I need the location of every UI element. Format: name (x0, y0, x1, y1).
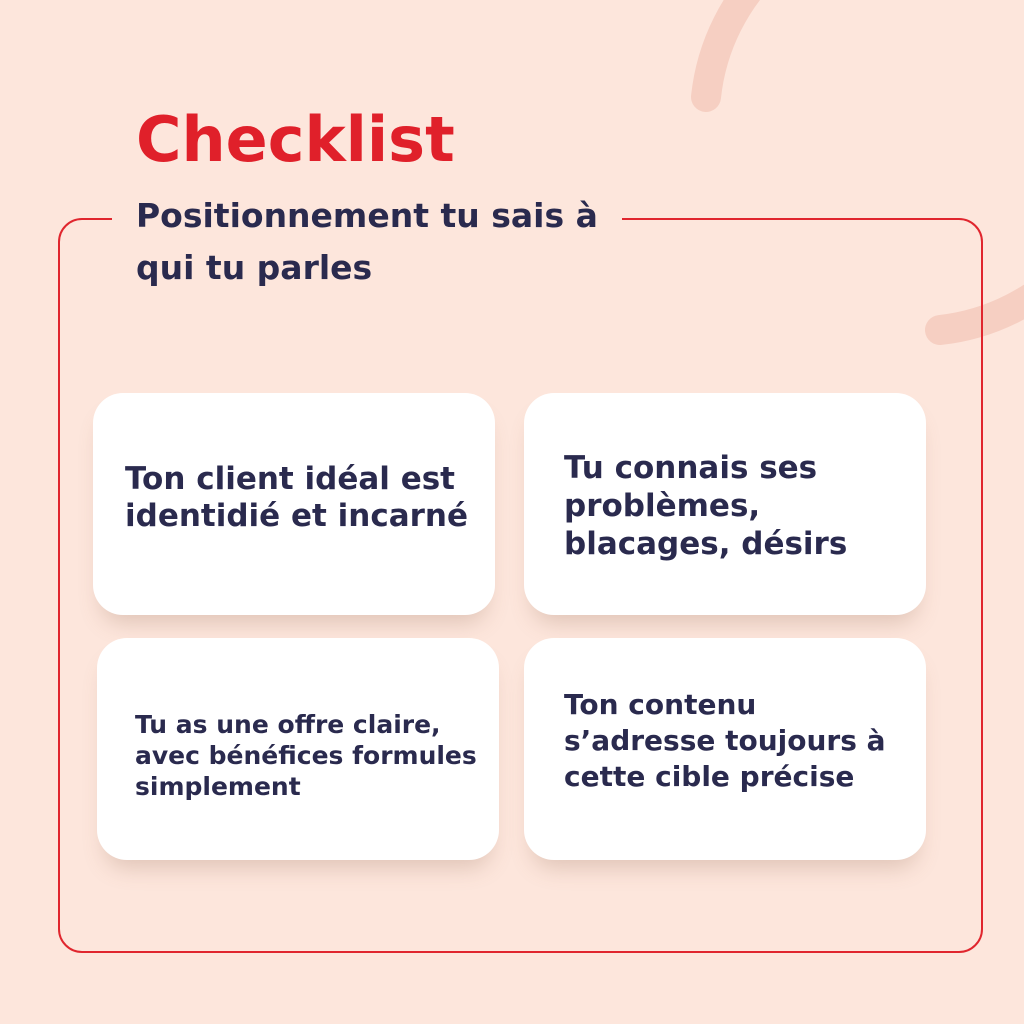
checklist-card-problemes (524, 393, 926, 615)
card-text: Ton client idéal est identidié et incarné (125, 461, 468, 534)
checklist-card-client-ideal (93, 393, 495, 615)
card-text: Ton contenu s’adresse toujours à cette cible précise (564, 688, 886, 793)
card-text: Tu connais ses problèmes, blacages, désirs (564, 450, 848, 562)
page-subtitle: Positionnement tu sais à qui tu parles (112, 190, 622, 294)
checklist-card-contenu (524, 638, 926, 860)
card-text: Tu as une offre claire, avec bénéfices formules simplement (135, 709, 477, 801)
page-title: Checklist (136, 103, 455, 176)
checklist-card-offre (97, 638, 499, 860)
